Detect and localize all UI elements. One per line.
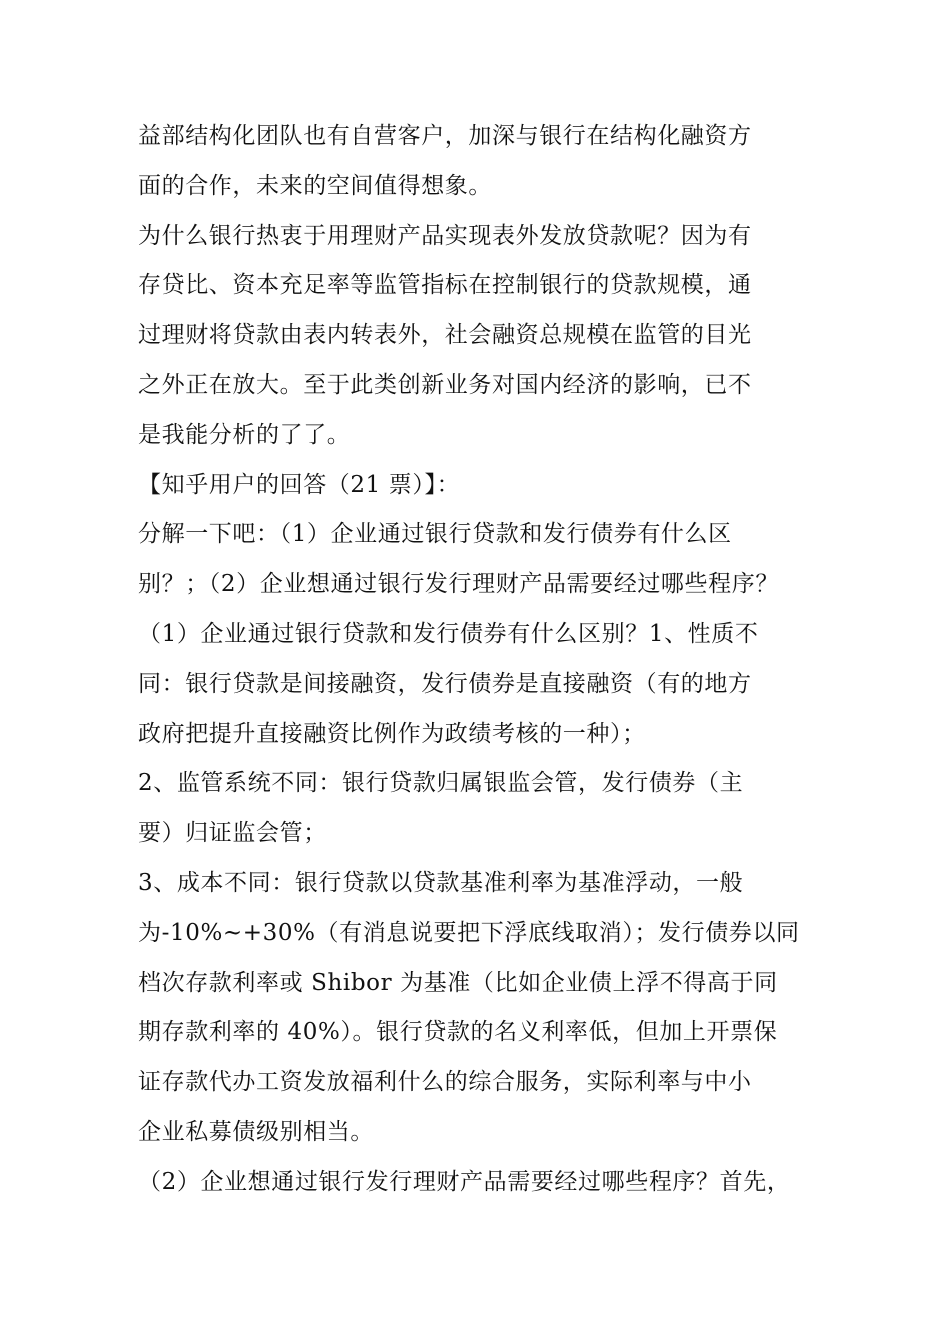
body-text	[138, 112, 838, 1208]
text-line: （1）企业通过银行贷款和发行债券有什么区别？1、性质不	[138, 620, 759, 647]
text-line: 证存款代办工资发放福利什么的综合服务，实际利率与中小	[138, 1069, 752, 1096]
text-line: 档次存款利率或 Shibor 为基准（比如企业债上浮不得高于同	[138, 969, 778, 996]
answer-heading: 【知乎用户的回答（21 票）】：	[138, 471, 461, 498]
text-line: 面的合作，未来的空间值得想象。	[138, 172, 492, 199]
text-line: （2）企业想通过银行发行理财产品需要经过哪些程序？首先，	[138, 1168, 791, 1195]
text-line: 存贷比、资本充足率等监管指标在控制银行的贷款规模，通	[138, 272, 752, 299]
text-line: 分解一下吧：（1）企业通过银行贷款和发行债券有什么区	[138, 521, 732, 548]
text-line: 2、监管系统不同：银行贷款归属银监会管，发行债券（主	[138, 770, 744, 797]
text-line: 之外正在放大。至于此类创新业务对国内经济的影响，已不	[138, 371, 752, 398]
text-line: 过理财将贷款由表内转表外，社会融资总规模在监管的目光	[138, 322, 752, 349]
text-line: 别？；（2）企业想通过银行发行理财产品需要经过哪些程序？	[138, 571, 779, 598]
text-line: 是我能分析的了了。	[138, 421, 351, 448]
text-line: 为什么银行热衷于用理财产品实现表外发放贷款呢？因为有	[138, 222, 752, 249]
text-line: 政府把提升直接融资比例作为政绩考核的一种）；	[138, 720, 646, 747]
text-line: 企业私募债级别相当。	[138, 1118, 374, 1145]
text-line: 益部结构化团队也有自营客户，加深与银行在结构化融资方	[138, 123, 752, 149]
text-line: 同：银行贷款是间接融资，发行债券是直接融资（有的地方	[138, 670, 752, 697]
text-line: 3、成本不同：银行贷款以贷款基准利率为基准浮动，一般	[138, 869, 744, 896]
text-line: 期存款利率的 40%）。银行贷款的名义利率低，但加上开票保	[138, 1019, 778, 1046]
text-line: 为-10%~+30%（有消息说要把下浮底线取消）；发行债券以同	[138, 919, 800, 946]
text-line: 要）归证监会管；	[138, 820, 327, 847]
